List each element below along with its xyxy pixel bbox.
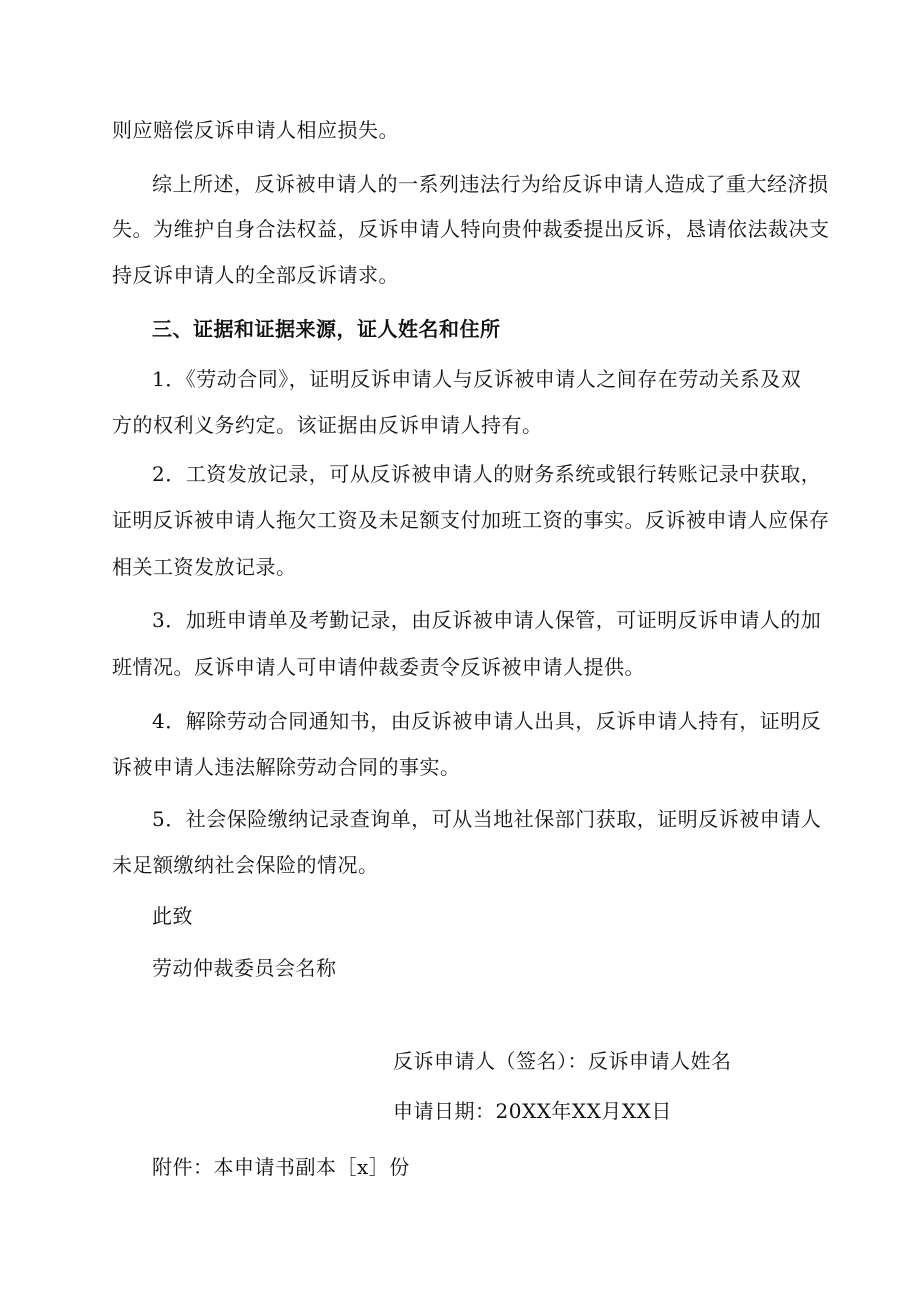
text-line: 3．加班申请单及考勤记录，由反诉被申请人保管，可证明反诉申请人的加: [152, 608, 822, 632]
recipient-name: 劳动仲裁委员会名称: [152, 956, 337, 980]
text-line: 方的权利义务约定。该证据由反诉申请人持有。: [112, 413, 543, 437]
text-line: 1．《劳动合同》，证明反诉申请人与反诉被申请人之间存在劳动关系及双: [152, 367, 802, 391]
text-line: 诉被申请人违法解除劳动合同的事实。: [112, 755, 461, 779]
text-line: 持反诉申请人的全部反诉请求。: [112, 263, 399, 287]
text-line: 失。为维护自身合法权益，反诉申请人特向贵仲裁委提出反诉，恳请依法裁决支: [112, 217, 830, 241]
text-line: 则应赔偿反诉申请人相应损失。: [112, 118, 399, 142]
section-heading: 三、证据和证据来源，证人姓名和住所: [152, 317, 501, 341]
text-line: 未足额缴纳社会保险的情况。: [112, 853, 379, 877]
text-line: 2．工资发放记录，可从反诉被申请人的财务系统或银行转账记录中获取，: [152, 462, 822, 486]
text-line: 4．解除劳动合同通知书，由反诉被申请人出具，反诉申请人持有，证明反: [152, 709, 822, 733]
attachment-note: 附件：本申请书副本［x］份: [152, 1155, 410, 1179]
text-line: 综上所述，反诉被申请人的一系列违法行为给反诉申请人造成了重大经济损: [152, 172, 829, 196]
text-line: 班情况。反诉申请人可申请仲裁委责令反诉被申请人提供。: [112, 655, 645, 679]
application-date: 申请日期：20XX年XX月XX日: [393, 1099, 672, 1123]
text-line: 相关工资发放记录。: [112, 555, 297, 579]
text-line: 5．社会保险缴纳记录查询单，可从当地社保部门获取，证明反诉被申请人: [152, 807, 822, 831]
text-line: 证明反诉被申请人拖欠工资及未足额支付加班工资的事实。反诉被申请人应保存: [112, 508, 830, 532]
salutation: 此致: [152, 904, 193, 928]
applicant-signature: 反诉申请人（签名）：反诉申请人姓名: [393, 1049, 732, 1073]
